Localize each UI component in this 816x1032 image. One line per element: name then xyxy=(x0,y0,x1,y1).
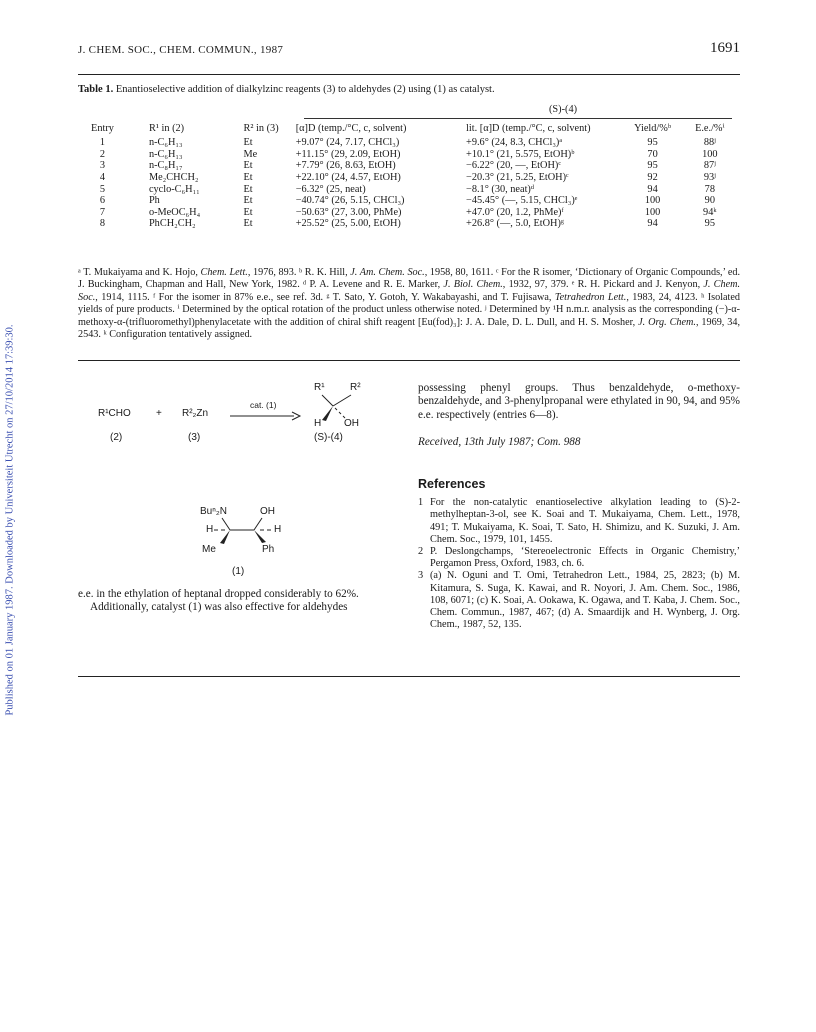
journal-name: J. Biol. Chem. xyxy=(443,279,503,291)
cell-ee: 87ʲ xyxy=(703,160,716,172)
cell-ee: 88ʲ xyxy=(703,137,716,149)
cell-ee: 94ᵏ xyxy=(703,206,717,218)
product-bonds xyxy=(314,392,362,422)
paragraph: e.e. in the ethylation of heptanal dropped considerably to 62%. xyxy=(78,588,359,600)
cell-lit-rotation: −45.45° (—, 5.15, CHCl₃)ᵉ xyxy=(466,195,578,207)
footnote-text: , 1958, 80, 1611. ᶜ For the R isomer, ‘Dictionary of Organic Compounds,’ ed. J. Buckingham, Chapman and Hall, New York, 1982. ᵈ P. A. Levene and R. E. Marker, xyxy=(78,267,741,291)
journal-name: Chem. Lett. xyxy=(200,267,248,278)
journal-name: J. Org. Chem. xyxy=(638,316,696,328)
left-column xyxy=(78,588,396,615)
compound-label-3: (3) xyxy=(188,432,201,443)
cell-rotation: +22.10° (24, 4.57, EtOH) xyxy=(295,171,401,183)
cell-lit-rotation: +9.6° (24, 8.3, CHCl₃)ᵃ xyxy=(466,137,563,149)
col-header-rotation: [α]D (temp./°C, c, solvent) xyxy=(295,122,407,134)
cell-yield: 95 xyxy=(647,137,658,149)
download-watermark xyxy=(2,220,18,820)
table-row xyxy=(78,184,740,196)
cell-entry: 8 xyxy=(99,218,106,230)
paragraph: Additionally, catalyst (1) was also effective for aldehydes xyxy=(90,601,348,614)
list-item xyxy=(418,497,740,546)
footnote-text: , 1983, 24, 4123. ʰ Isolated yields of pure products. ⁱ Determined by the optical rotation of the product unless otherwise noted. ʲ Determined by ¹H n.m.r. analysis as the corresponding (−)-α-methoxy-α-(trifluoromethyl)phenylacetate with the addition of chiral shift reagent [Eu(fod)₃]: J. A. Dale, D. L. Dull, and H. S. Mosher, xyxy=(78,291,740,328)
cell-r2: Et xyxy=(243,137,253,149)
references-heading: References xyxy=(418,477,486,492)
list-item xyxy=(418,546,740,570)
cell-r2: Et xyxy=(243,206,253,218)
right-column xyxy=(418,382,740,631)
cell-r1: n-C₈H₁₇ xyxy=(148,160,183,172)
cell-entry: 6 xyxy=(99,195,106,207)
cell-entry: 4 xyxy=(99,171,106,183)
product-r2: R² xyxy=(350,382,361,393)
cell-rotation: +25.52° (25, 5.00, EtOH) xyxy=(295,218,401,230)
compound-label-4: (S)-(4) xyxy=(314,432,343,443)
cell-r2: Et xyxy=(243,218,253,230)
col-header-yield: Yield/%ᵇ xyxy=(634,122,672,134)
cell-entry: 3 xyxy=(99,160,106,172)
catalyst-nbu2: Buⁿ₂N xyxy=(200,506,227,517)
page-number: 1691 xyxy=(710,40,740,56)
catalyst-me: Me xyxy=(202,544,216,555)
col-header-r1: R¹ in (2) xyxy=(148,122,185,134)
cell-yield: 70 xyxy=(647,148,658,160)
product-r1: R¹ xyxy=(314,382,325,393)
footnote-text: , 1914, 1115. ᶠ For the isomer in 87% e.e., see ref. 3d. ᵍ T. Sato, Y. Gotoh, Y. Wakabayashi, and T. Fujisawa, xyxy=(95,291,552,303)
list-item xyxy=(418,570,740,631)
footnote-text: , 1969, 34, 2543. ᵏ Configuration tentatively assigned. xyxy=(78,316,741,341)
group-header-rule xyxy=(304,118,732,119)
cell-r1: n-C₆H₁₃ xyxy=(148,148,183,160)
cell-lit-rotation: +26.8° (—, 5.0, EtOH)ᵍ xyxy=(466,218,564,230)
footnote-rule xyxy=(78,360,740,361)
product-oh: OH xyxy=(344,418,359,429)
cell-yield: 95 xyxy=(647,160,658,172)
cell-rotation: −50.63° (27, 3.00, PhMe) xyxy=(295,206,402,218)
cell-rotation: +11.15° (29, 2.09, EtOH) xyxy=(295,148,401,160)
cell-lit-rotation: +10.1° (21, 5.575, EtOH)ᵇ xyxy=(466,148,575,160)
cell-entry: 5 xyxy=(99,183,106,195)
reaction-scheme xyxy=(78,378,408,448)
cell-entry: 2 xyxy=(99,148,106,160)
footnote-text: , 1932, 97, 379. ᵉ R. H. Pickard and J. Kenyon, xyxy=(502,279,701,291)
footnote-text: , 1976, 893. ᵇ R. K. Hill, xyxy=(247,267,348,278)
download-watermark-text[interactable]: Published on 01 January 1987. Downloaded by Universiteit Utrecht on 27/10/2014 17:39:30. xyxy=(4,324,16,716)
catalyst-h-right: H xyxy=(274,524,282,535)
cell-rotation: +7.79° (26, 8.63, EtOH) xyxy=(295,160,396,172)
reference-text: For the non-catalytic enantioselective alkylation leading to (S)-2-methylheptan-3-ol, see K. Soai and T. Mukaiyama, Chem. Lett., 1978, 491; T. Mukaiyama, K. Soai, T. Sato, H. Shimizu, and K. Suzuki, J. Am. Chem. Soc., 1979, 101, 1455. xyxy=(430,497,740,545)
catalyst-ph: Ph xyxy=(262,544,275,555)
plus-sign: + xyxy=(156,408,162,419)
compound-label-1: (1) xyxy=(232,566,245,577)
cell-entry: 1 xyxy=(99,137,106,149)
results-table xyxy=(78,104,740,230)
paragraph: possessing phenyl groups. Thus benzaldehyde, o-methoxy-benzaldehyde, and 3-phenylpropanal were ethylated in 90, 94, and 95% e.e. respectively (entries 6—8). xyxy=(418,382,740,421)
cell-yield: 94 xyxy=(647,183,658,195)
journal-name: Tetrahedron Lett. xyxy=(554,291,627,303)
col-header-r2: R² in (3) xyxy=(243,122,279,134)
col-header-lit-rotation: lit. [α]D (temp./°C, c, solvent) xyxy=(466,122,591,134)
cell-ee: 100 xyxy=(702,148,718,160)
compound-label-2: (2) xyxy=(110,432,123,443)
cell-ee: 95 xyxy=(704,218,715,230)
cell-entry: 7 xyxy=(99,206,106,218)
cell-yield: 100 xyxy=(644,195,661,207)
running-header: J. CHEM. SOC., CHEM. COMMUN., 1987 xyxy=(78,44,284,56)
reference-text: (a) N. Oguni and T. Omi, Tetrahedron Lett., 1984, 25, 2823; (b) M. Kitamura, S. Suga, K. Kawai, and R. Noyori, J. Am. Chem. Soc., 1986, 108, 6071; (c) K. Soai, A. Ookawa, K. Ogawa, and T. Kaba, J. Chem. Soc., Chem. Commun., 1987, 467; (d) A. Smaardijk and H. Wynberg, J. Org. Chem., 1987, 52, 135. xyxy=(430,570,740,631)
reference-number: 1 xyxy=(418,497,424,509)
dialkylzinc-formula: R²₂Zn xyxy=(182,408,209,419)
product-h: H xyxy=(314,418,322,429)
cell-rotation: −6.32° (25, neat) xyxy=(295,183,366,195)
cell-ee: 78 xyxy=(704,183,715,195)
table-row xyxy=(78,207,740,219)
table-caption-text: Enantioselective addition of dialkylzinc reagents (3) to aldehydes (2) using (1) as catalyst. xyxy=(115,84,495,95)
cell-r1: Me₂CHCH₂ xyxy=(148,171,199,183)
journal-name: J. Chem. Soc. xyxy=(78,279,740,303)
cell-r1: cyclo-C₆H₁₁ xyxy=(148,183,200,195)
catalyst-oh: OH xyxy=(260,506,275,517)
footnote-text: ᵃ T. Mukaiyama and K. Hojo, xyxy=(78,267,198,278)
arrow-label: cat. (1) xyxy=(250,400,277,410)
table-row xyxy=(78,137,740,149)
cell-r2: Et xyxy=(243,160,253,172)
table-row xyxy=(78,149,740,161)
journal-name: J. Am. Chem. Soc. xyxy=(350,267,425,278)
bottom-rule xyxy=(78,676,740,677)
cell-r2: Et xyxy=(243,171,253,183)
cell-lit-rotation: +47.0° (20, 1.2, PhMe)ᶠ xyxy=(466,206,564,218)
col-header-ee: E.e./%ⁱ xyxy=(695,122,725,134)
aldehyde-formula: R¹CHO xyxy=(98,408,131,419)
cell-yield: 92 xyxy=(647,171,658,183)
catalyst-bonds xyxy=(190,500,300,560)
cell-yield: 100 xyxy=(644,206,661,218)
reference-number: 2 xyxy=(418,546,424,557)
cell-lit-rotation: −20.3° (21, 5.25, EtOH)ᶜ xyxy=(466,171,569,183)
cell-ee: 90 xyxy=(704,195,715,207)
table-group-header: (S)-(4) xyxy=(549,104,578,115)
received-line: Received, 13th July 1987; Com. 988 xyxy=(418,435,581,448)
reference-text: P. Deslongchamps, ‘Stereoelectronic Effects in Organic Chemistry,’ Pergamon Press, Oxford, 1983, ch. 6. xyxy=(430,546,740,570)
cell-lit-rotation: −6.22° (20, —, EtOH)ᶜ xyxy=(466,160,561,172)
table-footnotes xyxy=(78,267,740,341)
cell-rotation: +9.07° (24, 7.17, CHCl₃) xyxy=(295,137,400,149)
table-row xyxy=(78,160,740,172)
reference-list xyxy=(418,497,740,631)
table-row xyxy=(78,172,740,184)
catalyst-h-left: H xyxy=(206,524,214,535)
table-caption-label: Table 1. xyxy=(78,84,114,95)
reference-number: 3 xyxy=(418,570,424,582)
catalyst-structure xyxy=(190,500,300,584)
table-row xyxy=(78,195,740,207)
cell-r1: n-C₆H₁₃ xyxy=(148,137,183,149)
cell-r1: Ph xyxy=(148,195,160,207)
col-header-entry: Entry xyxy=(91,122,114,134)
cell-r2: Et xyxy=(243,183,253,195)
cell-ee: 93ʲ xyxy=(703,171,716,183)
cell-lit-rotation: −8.1° (30, neat)ᵈ xyxy=(466,183,535,195)
reaction-arrow xyxy=(230,411,302,421)
cell-rotation: −40.74° (26, 5.15, CHCl₃) xyxy=(295,195,405,207)
cell-r2: Et xyxy=(243,195,253,207)
cell-yield: 94 xyxy=(647,218,658,230)
cell-r2: Me xyxy=(243,148,258,160)
cell-r1: PhCH₂CH₂ xyxy=(148,218,196,230)
table-row xyxy=(78,218,740,230)
header-rule xyxy=(78,74,740,75)
table-caption xyxy=(78,84,495,95)
cell-r1: o-MeOC₆H₄ xyxy=(148,206,201,218)
